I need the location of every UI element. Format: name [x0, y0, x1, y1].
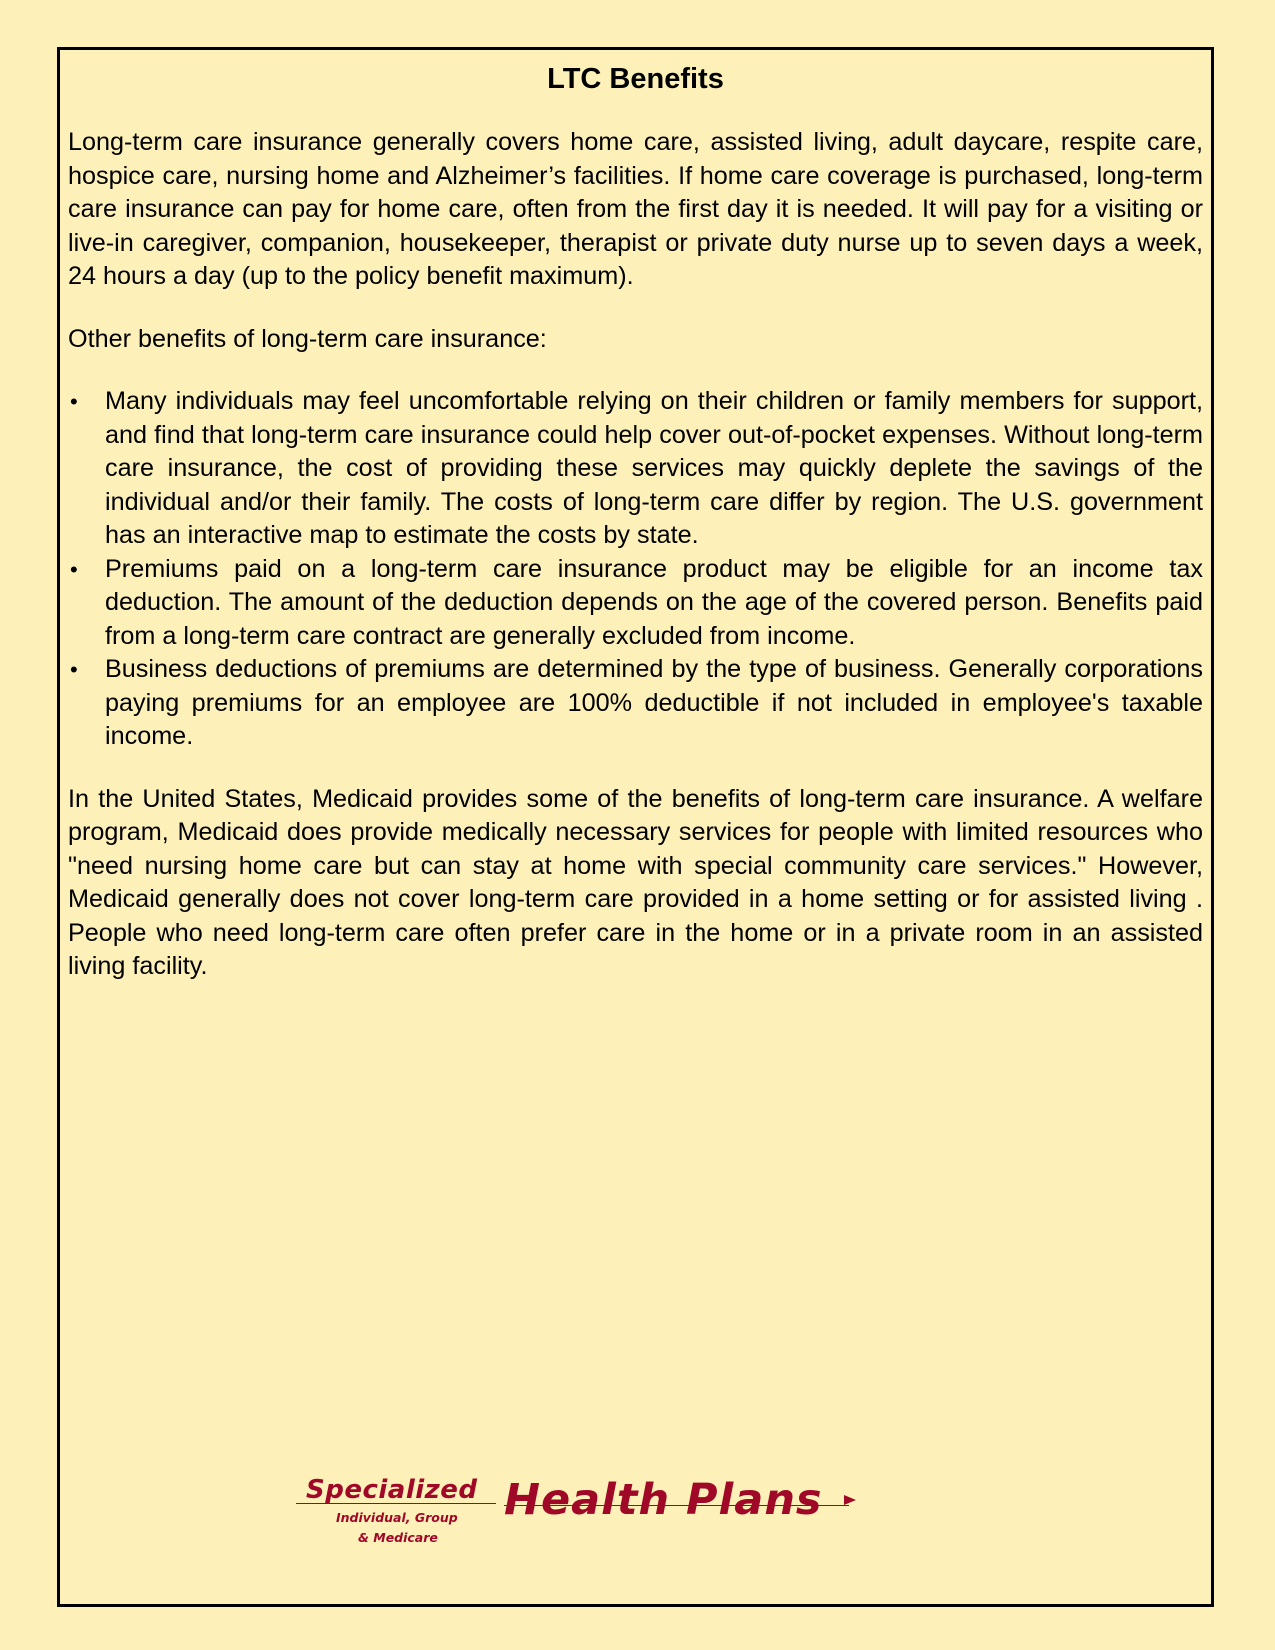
list-item-text: Many individuals may feel uncomfortable relying on their children or family members for support, and find that long-term care insurance could help cover out-of-pocket expenses. Without long-term care insurance, the cost of providing these services may quickly deplete the savings of the individual and/or their family. The costs of long-term care differ by region. The U.S. government has an interactive map to estimate the costs by state. [105, 387, 1203, 549]
specialized-health-plans-logo [296, 1467, 916, 1557]
page-frame [57, 47, 1214, 1607]
page-title: LTC Benefits [547, 63, 724, 95]
list-item [68, 653, 1203, 754]
bullet-icon: • [70, 657, 78, 682]
list-item [68, 553, 1203, 654]
list-item-text: Premiums paid on a long-term care insurance product may be eligible for an income tax deduction. The amount of the deduction depends on the age of the covered person. Benefits paid from a long-term care contract are generally excluded from income. [105, 554, 1203, 650]
bullet-icon: • [70, 389, 78, 414]
medicaid-paragraph: In the United States, Medicaid provides some of the benefits of long-term care insurance. A welfare program, Medicaid does provide medically necessary services for people with limited resources who "need nursing home care but can stay at home with special community care services." However, Medicaid generally does not cover long-term care provided in a home setting or for assisted living . People who need long-term care often prefer care in the home or in a private room in an assisted living facility. [68, 784, 1203, 980]
body-content [68, 126, 1203, 984]
benefits-intro: Other benefits of long-term care insurance: [68, 324, 547, 353]
logo-subtitle-line2: & Medicare [358, 1530, 438, 1545]
logo-specialized-text: Specialized [306, 1475, 478, 1505]
bullet-icon: • [70, 556, 78, 582]
logo-subtitle-line1: Individual, Group [336, 1510, 458, 1525]
benefits-list [68, 385, 1203, 754]
logo-health-plans-text: Health Plans [504, 1475, 823, 1525]
arrow-right-icon [844, 1495, 856, 1505]
list-item [68, 385, 1203, 553]
intro-paragraph: Long-term care insurance generally covers home care, assisted living, adult daycare, respite care, hospice care, nursing home and Alzheimer’s facilities. If home care coverage is purchased, long-term care insurance can pay for home care, often from the first day it is needed. It will pay for a visiting or live-in caregiver, companion, housekeeper, therapist or private duty nurse up to seven days a week, 24 hours a day (up to the policy benefit maximum). [68, 128, 1203, 290]
list-item-text: Business deductions of premiums are determined by the type of business. Generally corporations paying premiums for an employee are 100% deductible if not included in employee's taxable income. [105, 655, 1203, 750]
